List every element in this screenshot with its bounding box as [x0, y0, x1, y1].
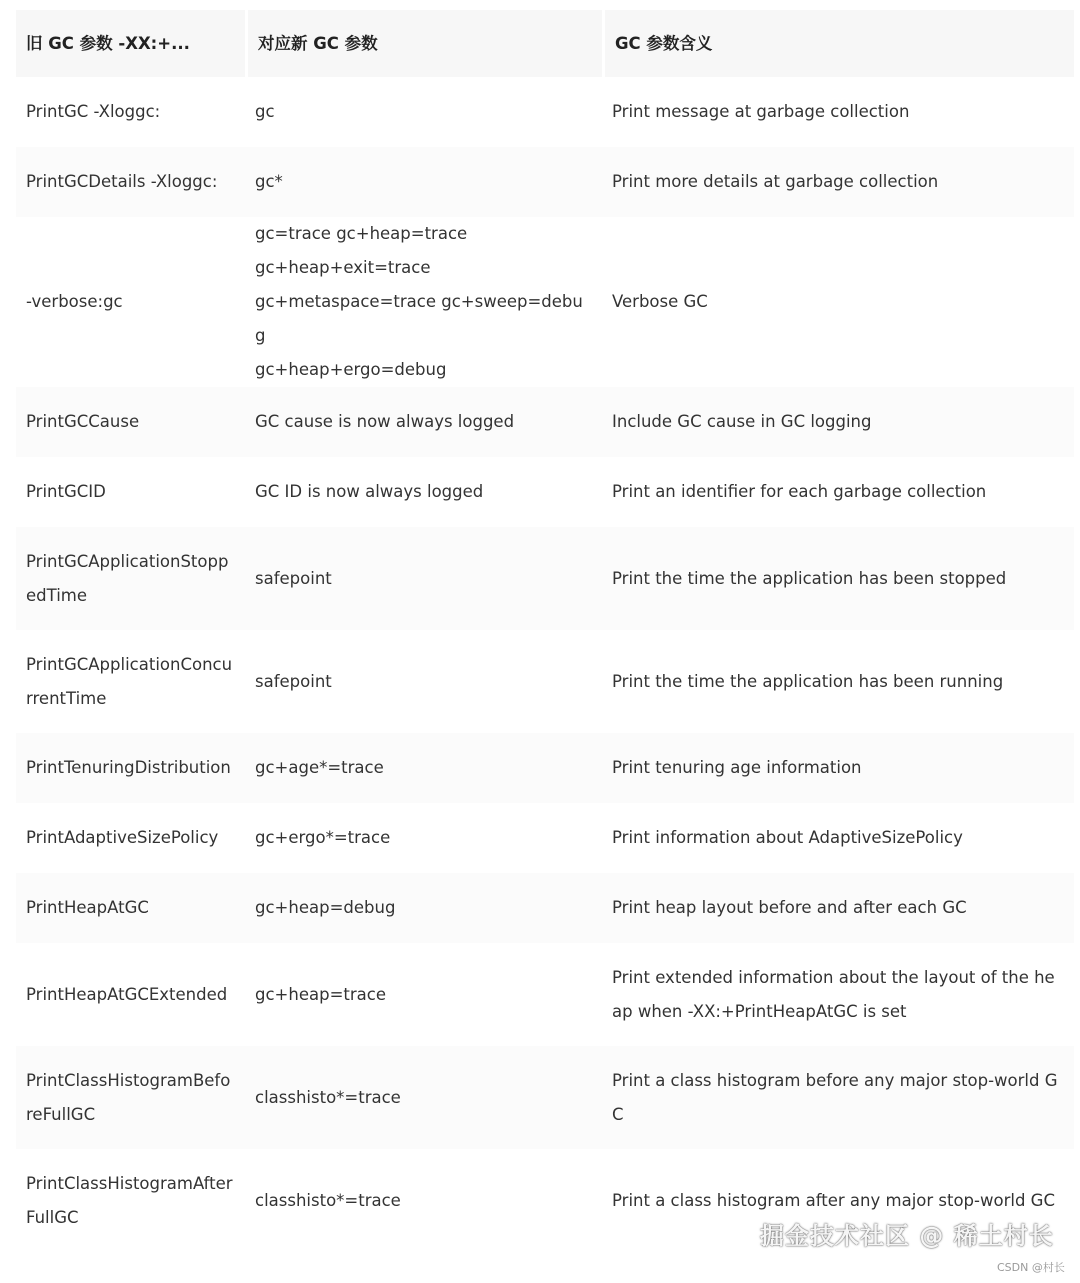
cell-new-param: safepoint: [245, 630, 602, 733]
cell-old-param: PrintHeapAtGCExtended: [16, 943, 245, 1046]
cell-new-param: gc+heap=debug: [245, 873, 602, 943]
cell-old-param: PrintClassHistogramAfterFullGC: [16, 1149, 245, 1252]
cell-new-param: gc+heap=trace: [245, 943, 602, 1046]
cell-meaning: Print tenuring age information: [602, 733, 1074, 803]
cell-meaning: Print a class histogram before any major stop-world GC: [602, 1046, 1074, 1149]
cell-new-param: classhisto*=trace: [245, 1149, 602, 1252]
cell-meaning: Print information about AdaptiveSizePolicy: [602, 803, 1074, 873]
cell-meaning: Print the time the application has been stopped: [602, 527, 1074, 630]
table-row: [16, 1046, 1074, 1149]
cell-new-param: gc*: [245, 147, 602, 217]
table-row: [16, 77, 1074, 147]
cell-old-param: PrintGCDetails -Xloggc:: [16, 147, 245, 217]
cell-old-param: PrintAdaptiveSizePolicy: [16, 803, 245, 873]
cell-new-param: classhisto*=trace: [245, 1046, 602, 1149]
cell-old-param: PrintGCApplicationStoppedTime: [16, 527, 245, 630]
header-meaning: GC 参数含义: [602, 10, 1074, 77]
cell-old-param: PrintClassHistogramBeforeFullGC: [16, 1046, 245, 1149]
gc-params-table: [16, 10, 1074, 1252]
cell-old-param: PrintGCID: [16, 457, 245, 527]
cell-meaning: Print extended information about the layout of the heap when -XX:+PrintHeapAtGC is set: [602, 943, 1074, 1046]
table-row: [16, 147, 1074, 217]
cell-meaning: Print the time the application has been running: [602, 630, 1074, 733]
cell-new-param: GC ID is now always logged: [245, 457, 602, 527]
new-param-line: gc+heap+ergo=debug: [255, 360, 447, 379]
header-old-param: 旧 GC 参数 -XX:+...: [16, 10, 245, 77]
header-new-param: 对应新 GC 参数: [245, 10, 602, 77]
table-row: [16, 387, 1074, 457]
table-row: [16, 943, 1074, 1046]
cell-new-param: [245, 217, 602, 387]
table-body: [16, 77, 1074, 1252]
cell-new-param: gc+age*=trace: [245, 733, 602, 803]
table-row: [16, 527, 1074, 630]
gc-params-table-container: [16, 10, 1074, 1252]
cell-meaning: Print heap layout before and after each GC: [602, 873, 1074, 943]
table-row: [16, 217, 1074, 387]
cell-new-param: safepoint: [245, 527, 602, 630]
table-row: [16, 457, 1074, 527]
csdn-watermark: CSDN @村长: [997, 1261, 1065, 1274]
header-row: [16, 10, 1074, 77]
table-row: [16, 803, 1074, 873]
table-header: [16, 10, 1074, 77]
cell-meaning: Print a class histogram after any major stop-world GC: [602, 1149, 1074, 1252]
cell-new-param: gc+ergo*=trace: [245, 803, 602, 873]
cell-old-param: PrintHeapAtGC: [16, 873, 245, 943]
new-param-line: gc=trace gc+heap=trace: [255, 224, 468, 243]
cell-old-param: PrintTenuringDistribution: [16, 733, 245, 803]
juejin-watermark: 掘金技术社区 @ 稀土村长: [760, 1222, 1054, 1250]
cell-meaning: Print more details at garbage collection: [602, 147, 1074, 217]
cell-meaning: Verbose GC: [602, 217, 1074, 387]
new-param-line: gc+metaspace=trace gc+sweep=debug: [255, 292, 583, 345]
cell-old-param: PrintGCApplicationConcurrentTime: [16, 630, 245, 733]
table-row: [16, 873, 1074, 943]
cell-old-param: PrintGCCause: [16, 387, 245, 457]
cell-meaning: Print message at garbage collection: [602, 77, 1074, 147]
table-row: [16, 733, 1074, 803]
cell-new-param: GC cause is now always logged: [245, 387, 602, 457]
cell-new-param: gc: [245, 77, 602, 147]
cell-meaning: Include GC cause in GC logging: [602, 387, 1074, 457]
table-row: [16, 630, 1074, 733]
cell-old-param: -verbose:gc: [16, 217, 245, 387]
new-param-line: gc+heap+exit=trace: [255, 258, 431, 277]
cell-old-param: PrintGC -Xloggc:: [16, 77, 245, 147]
cell-meaning: Print an identifier for each garbage collection: [602, 457, 1074, 527]
